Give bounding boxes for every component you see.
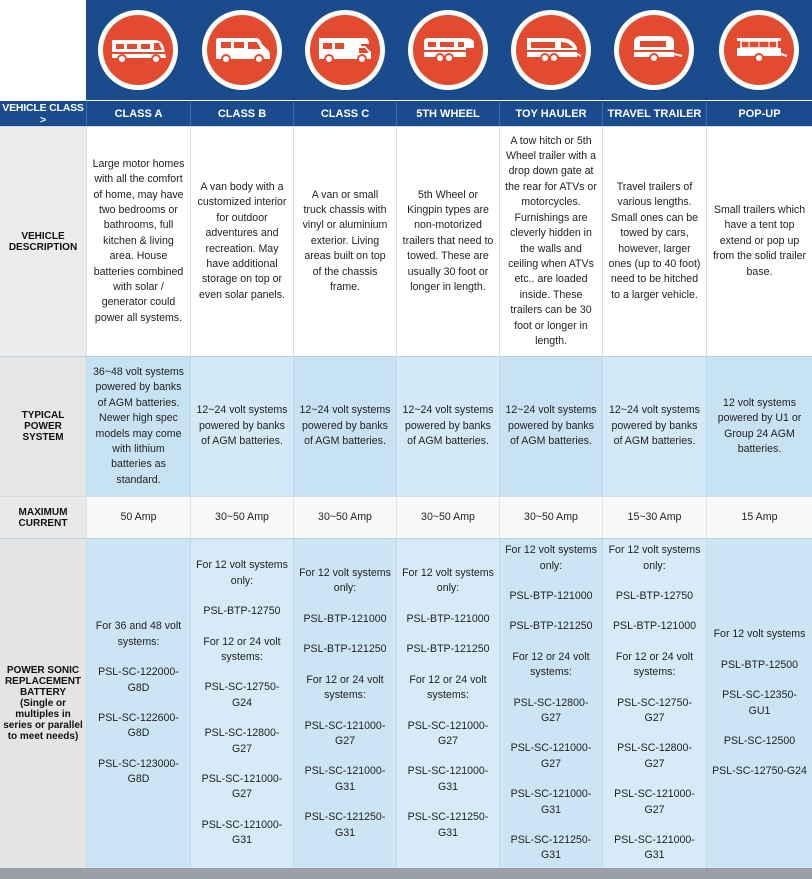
power-travel-trailer: 12~24 volt systems powered by banks of AGM batteries. [602,356,706,496]
vehicle-class-label: VEHICLE CLASS > [0,100,86,126]
class-name-class-b: CLASS B [190,100,293,126]
toy-hauler-trailer-icon [521,34,581,66]
battery-line: PSL-SC-121000-G27 [510,742,592,770]
class-name-pop-up: POP-UP [706,100,812,126]
battery-line: PSL-SC-12350-GU1 [722,689,797,717]
class-name-class-c: CLASS C [293,100,396,126]
battery-class-c [293,538,396,868]
battery-line: PSL-SC-121000-G31 [614,834,695,862]
battery-line: PSL-BTP-121000 [612,620,697,633]
icon-cell-pop-up [706,0,812,100]
battery-line: PSL-SC-12750-G24 [712,765,807,778]
class-a-motorhome-icon [108,34,168,66]
battery-5th-wheel [396,538,499,868]
battery-line: PSL-SC-121000-G27 [407,719,489,747]
battery-line: PSL-SC-121250-G31 [510,834,592,862]
battery-line: For 12 volt systems [713,628,806,641]
current-class-b: 30~50 Amp [190,496,293,538]
battery-line: PSL-SC-121250-G31 [304,811,386,839]
fifth-wheel-trailer-icon [418,34,478,66]
description-class-b: A van body with a customized interior for outdoor adventures and recreation. May have additional storage on top or even solar panels. [190,126,293,356]
battery-line: PSL-BTP-121000 [406,612,490,625]
battery-line: For 12 volt systems only: [505,544,597,572]
battery-line: PSL-BTP-121250 [509,620,593,633]
battery-line: PSL-SC-121000-G31 [407,765,489,793]
battery-line: For 12 or 24 volt systems: [306,673,384,702]
battery-line: PSL-BTP-121250 [406,643,490,656]
battery-line: PSL-SC-12750-G27 [617,696,692,724]
footer-bar [0,868,812,879]
battery-line: PSL-SC-121000-G31 [510,788,592,816]
current-toy-hauler: 30~50 Amp [499,496,602,538]
battery-toy-hauler [499,538,602,868]
description-travel-trailer: Travel trailers of various lengths. Small ones can be towed by cars, however, larger ones (up to 40 foot) need to be hitched to a larger vehicle. [602,126,706,356]
battery-line: PSL-BTP-121250 [303,643,387,656]
class-b-van-icon [212,34,272,66]
power-5th-wheel: 12~24 volt systems powered by banks of AGM batteries. [396,356,499,496]
class-name-5th-wheel: 5TH WHEEL [396,100,499,126]
battery-class-b [190,538,293,868]
class-name-travel-trailer: TRAVEL TRAILER [602,100,706,126]
description-pop-up: Small trailers which have a tent top extend or pop up from the solid trailer base. [706,126,812,356]
description-5th-wheel: 5th Wheel or Kingpin types are non-motorized trailers that need to towed. These are usually 30 foot or longer in length. [396,126,499,356]
battery-line: For 12 or 24 volt systems: [203,635,281,663]
battery-label-note: (Single or multiples in series or parallel to meet needs) [3,698,83,742]
battery-line: For 12 volt systems only: [608,544,701,572]
battery-line: PSL-BTP-12500 [720,658,799,671]
battery-label-title: POWER SONIC REPLACEMENT BATTERY [4,665,82,698]
current-class-c: 30~50 Amp [293,496,396,538]
pop-up-trailer-icon [729,34,789,66]
row-label-current: MAXIMUM CURRENT [0,496,86,538]
power-class-b: 12~24 volt systems powered by banks of AGM batteries. [190,356,293,496]
battery-line: For 12 or 24 volt systems: [512,650,590,679]
battery-line: PSL-SC-121000-G27 [201,773,283,801]
battery-line: PSL-SC-121000-G31 [304,765,386,793]
battery-travel-trailer [602,538,706,868]
icon-cell-class-a [86,0,190,100]
battery-line: PSL-SC-12750-G24 [204,681,280,709]
battery-line: PSL-SC-12800-G27 [513,696,589,724]
current-5th-wheel: 30~50 Amp [396,496,499,538]
battery-line: PSL-SC-121000-G31 [201,818,283,847]
battery-class-a [86,538,190,868]
class-name-toy-hauler: TOY HAULER [499,100,602,126]
battery-line: PSL-BTP-121000 [509,589,593,602]
description-toy-hauler: A tow hitch or 5th Wheel trailer with a drop down gate at the rear for ATVs or motorcycles. Furnishings are cleverly hidden in the walls and ceiling when ATVs etc.. are loaded inside. These trailers can be 30 foot or longer in length. [499,126,602,356]
row-label-description: VEHICLE DESCRIPTION [0,126,86,356]
current-class-a: 50 Amp [86,496,190,538]
battery-line: PSL-SC-122000-G8D [98,666,179,694]
description-class-a: Large motor homes with all the comfort of home, may have two bedrooms or bathrooms, full kitchen & living area. House batteries combined with solar / generator could power all systems. [86,126,190,356]
header-corner [0,0,86,100]
class-c-motorhome-icon [315,34,375,66]
battery-line: PSL-SC-12800-G27 [204,727,280,755]
row-label-battery [0,538,86,868]
battery-line: PSL-SC-122600-G8D [98,712,179,740]
battery-line: PSL-SC-121250-G31 [407,811,489,839]
battery-pop-up [706,538,812,868]
battery-line: PSL-BTP-121000 [303,612,387,625]
battery-line: PSL-SC-121000-G27 [614,788,695,816]
battery-line: PSL-SC-12800-G27 [617,742,692,770]
icon-cell-5th-wheel [396,0,499,100]
battery-line: PSL-BTP-12750 [615,589,694,602]
current-travel-trailer: 15~30 Amp [602,496,706,538]
battery-line: For 12 volt systems only: [196,559,288,587]
power-pop-up: 12 volt systems powered by U1 or Group 24 AGM batteries. [706,356,812,496]
battery-line: For 12 volt systems only: [299,567,391,595]
current-pop-up: 15 Amp [706,496,812,538]
battery-line: For 12 or 24 volt systems: [409,673,487,702]
icon-cell-class-b [190,0,293,100]
description-class-c: A van or small truck chassis with vinyl or aluminium exterior. Living areas built on top of the chassis frame. [293,126,396,356]
power-class-a: 36~48 volt systems powered by banks of AGM batteries. Newer high spec models may come with lithium batteries as standard. [86,356,190,496]
power-toy-hauler: 12~24 volt systems powered by banks of AGM batteries. [499,356,602,496]
battery-line: PSL-SC-123000-G8D [98,757,179,786]
class-name-class-a: CLASS A [86,100,190,126]
battery-line: For 12 volt systems only: [402,567,494,595]
icon-cell-class-c [293,0,396,100]
battery-line: PSL-SC-12500 [723,734,796,747]
battery-line: For 12 or 24 volt systems: [615,650,694,679]
power-class-c: 12~24 volt systems powered by banks of AGM batteries. [293,356,396,496]
battery-line: PSL-SC-121000-G27 [304,719,386,747]
travel-trailer-icon [624,34,684,66]
battery-line: PSL-BTP-12750 [203,605,281,618]
battery-line: For 36 and 48 volt systems: [95,620,182,648]
row-label-power: TYPICAL POWER SYSTEM [0,356,86,496]
icon-cell-toy-hauler [499,0,602,100]
icon-cell-travel-trailer [602,0,706,100]
